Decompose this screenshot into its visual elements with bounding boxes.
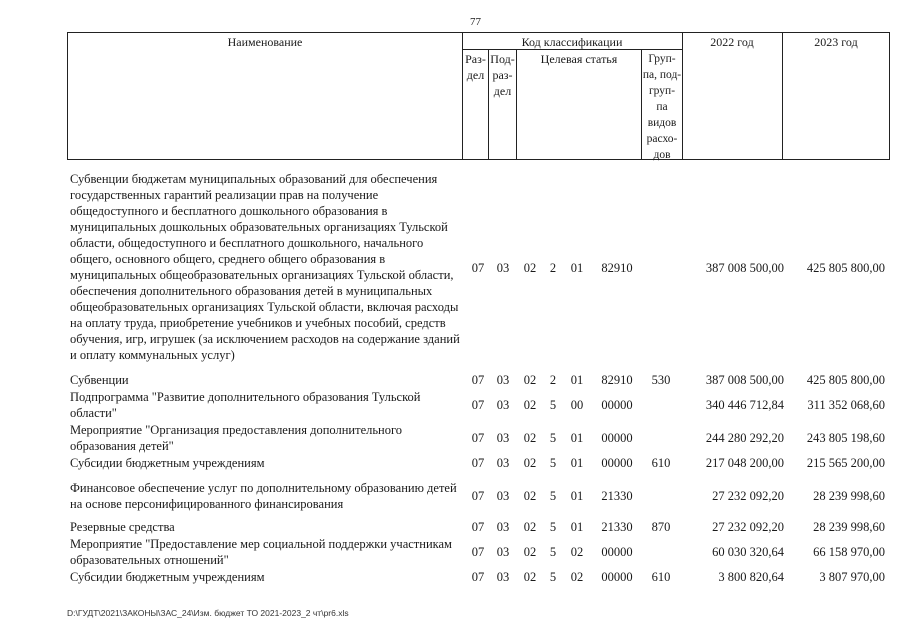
- row-target-1: 02: [523, 570, 537, 584]
- row-section: 07: [471, 261, 485, 275]
- row-target-2: 5: [549, 570, 557, 584]
- row-target-4: 00000: [601, 456, 633, 470]
- row-target-1: 02: [523, 261, 537, 275]
- row-target-1: 02: [523, 545, 537, 559]
- header-section: Раз- дел: [465, 52, 486, 82]
- divider: [782, 33, 783, 160]
- row-target-2: 2: [549, 373, 557, 387]
- table-row: [0, 422, 905, 454]
- row-subsection: 03: [496, 520, 510, 534]
- row-name: Субсидии бюджетным учреждениям: [70, 456, 265, 470]
- table-row: [0, 480, 905, 512]
- row-section: 07: [471, 456, 485, 470]
- row-value-2022: 27 232 092,20: [712, 520, 784, 534]
- row-target-4: 00000: [601, 431, 633, 445]
- table-row: [0, 171, 905, 361]
- row-target-4: 00000: [601, 570, 633, 584]
- row-value-2023: 311 352 068,60: [807, 398, 885, 412]
- row-name: Мероприятие "Организация предоставления дополнительного образования детей": [70, 423, 403, 453]
- row-target-1: 02: [523, 456, 537, 470]
- row-value-2022: 3 800 820,64: [718, 570, 784, 584]
- row-name: Субсидии бюджетным учреждениям: [70, 570, 265, 584]
- row-target-4: 00000: [601, 398, 633, 412]
- row-target-2: 2: [549, 261, 557, 275]
- row-section: 07: [471, 570, 485, 584]
- row-subsection: 03: [496, 261, 510, 275]
- row-target-2: 5: [549, 545, 557, 559]
- row-target-2: 5: [549, 489, 557, 503]
- table-header: [67, 32, 890, 160]
- row-value-2023: 3 807 970,00: [819, 570, 885, 584]
- row-value-2022: 340 446 712,84: [705, 398, 784, 412]
- row-name: Мероприятие "Предоставление мер социальной поддержки участникам образовательных отношений": [70, 537, 452, 567]
- row-expense-group: 870: [651, 520, 671, 534]
- row-target-3: 01: [570, 489, 584, 503]
- table-row: [0, 372, 905, 388]
- row-section: 07: [471, 398, 485, 412]
- row-target-4: 82910: [601, 261, 633, 275]
- row-value-2022: 217 048 200,00: [705, 456, 784, 470]
- header-classification: Код классификации: [521, 35, 623, 49]
- row-target-1: 02: [523, 373, 537, 387]
- row-subsection: 03: [496, 489, 510, 503]
- row-target-3: 01: [570, 373, 584, 387]
- row-subsection: 03: [496, 398, 510, 412]
- row-name: Резервные средства: [70, 520, 175, 534]
- row-value-2022: 27 232 092,20: [712, 489, 784, 503]
- row-value-2023: 243 805 198,60: [806, 431, 885, 445]
- row-target-4: 00000: [601, 545, 633, 559]
- header-target-article: Целевая статья: [540, 52, 618, 66]
- row-subsection: 03: [496, 456, 510, 470]
- row-target-4: 82910: [601, 373, 633, 387]
- row-value-2022: 244 280 292,20: [705, 431, 784, 445]
- row-value-2023: 425 805 800,00: [806, 373, 885, 387]
- row-expense-group: 610: [651, 570, 671, 584]
- row-section: 07: [471, 489, 485, 503]
- row-target-1: 02: [523, 431, 537, 445]
- table-row: [0, 455, 905, 471]
- row-value-2023: 215 565 200,00: [806, 456, 885, 470]
- file-path: D:\ГУДТ\2021\ЗАКОНЫ\ЗАС_24\Изм. бюджет ТО 2021-2023_2 чт\pr6.xls: [67, 608, 349, 618]
- row-subsection: 03: [496, 431, 510, 445]
- row-value-2022: 60 030 320,64: [712, 545, 784, 559]
- row-value-2023: 425 805 800,00: [806, 261, 885, 275]
- row-target-3: 02: [570, 545, 584, 559]
- row-section: 07: [471, 373, 485, 387]
- header-subsection: Под- раз- дел: [490, 52, 515, 98]
- row-target-3: 01: [570, 431, 584, 445]
- row-expense-group: 530: [651, 373, 671, 387]
- row-section: 07: [471, 520, 485, 534]
- row-expense-group: 610: [651, 456, 671, 470]
- row-target-4: 21330: [601, 520, 633, 534]
- row-subsection: 03: [496, 373, 510, 387]
- row-target-2: 5: [549, 431, 557, 445]
- table-row: [0, 389, 905, 421]
- row-value-2023: 66 158 970,00: [813, 545, 885, 559]
- row-target-3: 02: [570, 570, 584, 584]
- row-name: Субвенции: [70, 373, 129, 387]
- row-subsection: 03: [496, 545, 510, 559]
- row-target-1: 02: [523, 398, 537, 412]
- divider: [682, 33, 683, 160]
- row-target-3: 00: [570, 398, 584, 412]
- header-year-2022: 2022 год: [710, 35, 754, 49]
- row-target-3: 01: [570, 456, 584, 470]
- row-target-1: 02: [523, 520, 537, 534]
- row-section: 07: [471, 431, 485, 445]
- row-value-2022: 387 008 500,00: [705, 373, 784, 387]
- row-section: 07: [471, 545, 485, 559]
- table-row: [0, 519, 905, 535]
- header-year-2023: 2023 год: [814, 35, 858, 49]
- row-value-2023: 28 239 998,60: [813, 489, 885, 503]
- row-target-2: 5: [549, 520, 557, 534]
- row-target-3: 01: [570, 520, 584, 534]
- header-expense-group: Груп- па, под- груп- па видов расхо- дов: [642, 53, 682, 161]
- row-target-4: 21330: [601, 489, 633, 503]
- row-name: Субвенции бюджетам муниципальных образований для обеспечения государственных гарантий реализации прав на получение общедоступного и бесплатного дошкольного образования в муниципальных дошкольных образовательных организациях Тульской области, общедоступного и бесплатного дошкольного, начального общего, основного общего, среднего общего образования в муниципальных общеобразовательных организациях Тульской области, обеспечения дополнительного образования детей в муниципальных общеобразовательных организациях Тульской области, включая расходы на оплату труда, приобретение учебников и учебных пособий, средств обучения, игр, игрушек (за исключением расходов на содержание зданий и оплату коммунальных услуг): [70, 172, 460, 362]
- header-name: Наименование: [227, 35, 303, 49]
- row-name: Финансовое обеспечение услуг по дополнительному образованию детей на основе персонифицированного финансирования: [70, 481, 457, 511]
- row-target-3: 01: [570, 261, 584, 275]
- row-subsection: 03: [496, 570, 510, 584]
- table-row: [0, 569, 905, 585]
- row-name: Подпрограмма "Развитие дополнительного образования Тульской области": [70, 390, 421, 420]
- row-target-2: 5: [549, 398, 557, 412]
- page-number: 77: [470, 16, 481, 28]
- row-value-2023: 28 239 998,60: [813, 520, 885, 534]
- row-target-2: 5: [549, 456, 557, 470]
- row-value-2022: 387 008 500,00: [705, 261, 784, 275]
- row-target-1: 02: [523, 489, 537, 503]
- table-row: [0, 536, 905, 568]
